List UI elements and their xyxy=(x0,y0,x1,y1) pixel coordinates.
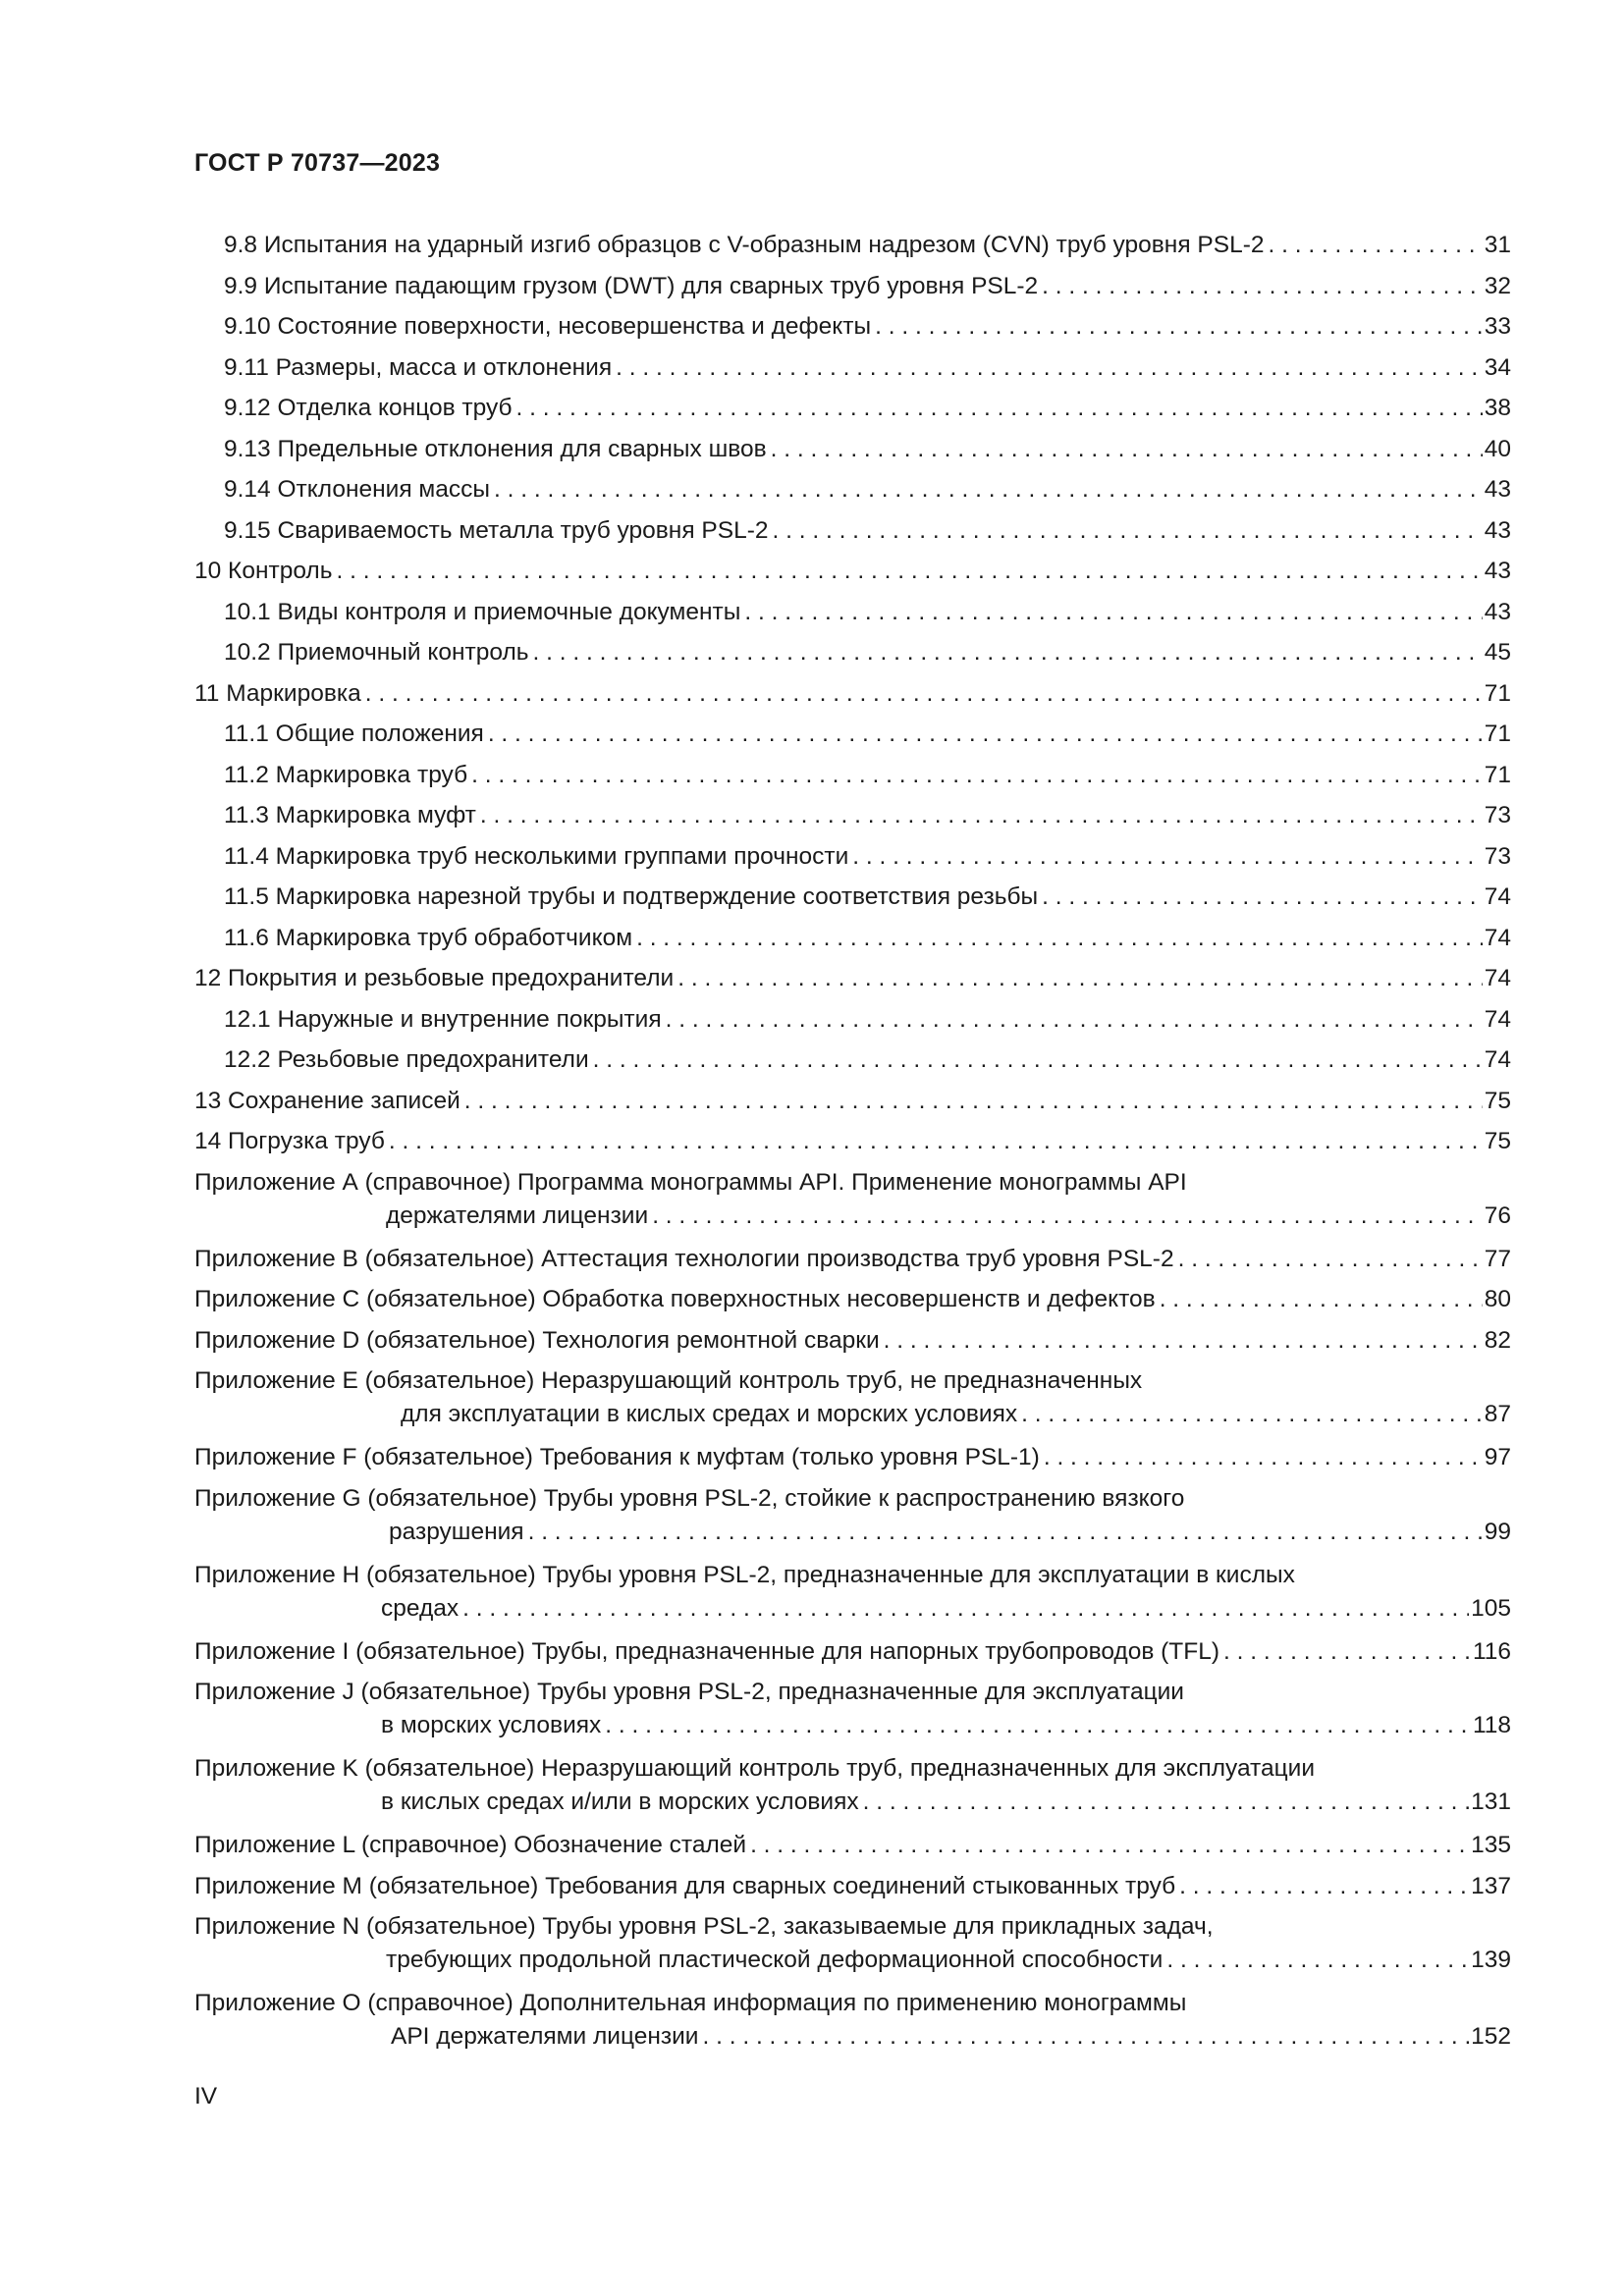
dot-leader xyxy=(533,632,1483,673)
dot-leader xyxy=(336,551,1482,592)
toc-annex-page: 135 xyxy=(1471,1832,1511,1858)
dot-leader xyxy=(616,347,1483,389)
toc-entry-page: 40 xyxy=(1484,435,1511,462)
toc-entry-page: 71 xyxy=(1484,679,1511,707)
toc-entry-page: 71 xyxy=(1484,721,1511,747)
toc-entry-title: 11.1 Общие положения xyxy=(224,721,484,747)
dot-leader xyxy=(652,1200,1483,1233)
dot-leader xyxy=(744,592,1482,633)
toc-entry[interactable] xyxy=(194,1121,1511,1162)
toc-annex-page: 116 xyxy=(1472,1637,1511,1665)
toc-entry-page: 32 xyxy=(1484,272,1511,299)
toc-entry[interactable] xyxy=(194,755,1511,796)
table-of-contents xyxy=(194,225,1511,2059)
toc-entry[interactable] xyxy=(194,225,1511,266)
toc-annex-title: Приложение А (справочное) Программа монограммы API. Применение монограммы API xyxy=(194,1168,1187,1196)
toc-entry[interactable] xyxy=(194,958,1511,999)
toc-annex-title: Приложение J (обязательное) Трубы уровня PSL-2, предназначенные для эксплуатации xyxy=(194,1679,1184,1705)
toc-annex-entry[interactable] xyxy=(194,1983,1511,2059)
toc-entry-title: 10.1 Виды контроля и приемочные документы xyxy=(224,598,741,625)
toc-entry-page: 74 xyxy=(1484,883,1511,910)
toc-entry-title: 9.15 Свариваемость металла труб уровня PSL-2 xyxy=(224,516,769,544)
dot-leader xyxy=(464,1081,1483,1122)
dot-leader xyxy=(516,388,1483,429)
toc-entry-page: 73 xyxy=(1484,842,1511,870)
toc-annex-title: Приложение I (обязательное) Трубы, предназначенные для напорных трубопроводов (TFL) xyxy=(194,1637,1220,1665)
toc-annex-entry[interactable] xyxy=(194,1239,1511,1280)
toc-entry-title: 14 Погрузка труб xyxy=(194,1128,385,1154)
toc-annex-page: 99 xyxy=(1484,1518,1511,1545)
toc-entry[interactable] xyxy=(194,714,1511,755)
dot-leader xyxy=(488,714,1483,755)
toc-entry-title: 9.12 Отделка концов труб xyxy=(224,395,513,421)
toc-entry-title: 11.6 Маркировка труб обработчиком xyxy=(224,924,633,951)
dot-leader xyxy=(1021,1398,1483,1431)
toc-annex-entry[interactable] xyxy=(194,1825,1511,1866)
toc-entry[interactable] xyxy=(194,1040,1511,1081)
toc-entry-title: 11.3 Маркировка муфт xyxy=(224,802,476,828)
toc-entry-title: 9.14 Отклонения массы xyxy=(224,476,490,503)
dot-leader xyxy=(1160,1279,1483,1320)
toc-entry-title: 9.13 Предельные отклонения для сварных швов xyxy=(224,435,767,462)
toc-entry-title: 11.5 Маркировка нарезной трубы и подтверждение соответствия резьбы xyxy=(224,883,1039,910)
toc-entry[interactable] xyxy=(194,266,1511,307)
toc-entry[interactable] xyxy=(194,877,1511,918)
page-number: IV xyxy=(194,2083,218,2109)
toc-entry[interactable] xyxy=(194,592,1511,633)
toc-annex-title: Приложение K (обязательное) Неразрушающий контроль труб, предназначенных для эксплуатации xyxy=(194,1755,1316,1782)
toc-entry[interactable] xyxy=(194,388,1511,429)
toc-entry[interactable] xyxy=(194,347,1511,389)
toc-annex-entry[interactable] xyxy=(194,1555,1511,1631)
dot-leader xyxy=(462,1592,1469,1626)
toc-annex-page: 80 xyxy=(1484,1286,1511,1312)
toc-entry-page: 34 xyxy=(1484,353,1511,381)
toc-entry[interactable] xyxy=(194,551,1511,592)
toc-entry[interactable] xyxy=(194,510,1511,552)
dot-leader xyxy=(528,1516,1483,1549)
toc-entry-title: 12.2 Резьбовые предохранители xyxy=(224,1046,589,1073)
toc-annex-entry[interactable] xyxy=(194,1361,1511,1437)
toc-entry-page: 74 xyxy=(1484,924,1511,951)
toc-annex-title: Приложение H (обязательное) Трубы уровня PSL-2, предназначенные для эксплуатации в кислых xyxy=(194,1561,1295,1588)
toc-entry-title: 9.9 Испытание падающим грузом (DWT) для сварных труб уровня PSL-2 xyxy=(224,272,1039,299)
dot-leader xyxy=(389,1121,1483,1162)
toc-entry-page: 75 xyxy=(1484,1087,1511,1114)
toc-annex-title-continued: для эксплуатации в кислых средах и морских условиях xyxy=(401,1401,1018,1427)
dot-leader xyxy=(1042,266,1483,307)
toc-entry-page: 75 xyxy=(1484,1128,1511,1154)
dot-leader xyxy=(1178,1239,1483,1280)
dot-leader xyxy=(702,2020,1469,2054)
toc-annex-page: 76 xyxy=(1484,1201,1511,1229)
toc-annex-title: Приложение D (обязательное) Технология ремонтной сварки xyxy=(194,1326,880,1354)
dot-leader xyxy=(1042,877,1483,918)
toc-entry-page: 43 xyxy=(1484,476,1511,503)
toc-annex-entry[interactable] xyxy=(194,1866,1511,1907)
toc-entry-page: 74 xyxy=(1484,1005,1511,1033)
toc-entry-title: 11.2 Маркировка труб xyxy=(224,761,468,788)
toc-annex-entry[interactable] xyxy=(194,1631,1511,1673)
toc-entry-page: 43 xyxy=(1484,516,1511,544)
dot-leader xyxy=(605,1709,1471,1742)
dot-leader xyxy=(494,469,1483,510)
dot-leader xyxy=(750,1825,1469,1866)
dot-leader xyxy=(365,673,1483,715)
dot-leader xyxy=(636,918,1483,959)
dot-leader xyxy=(771,429,1483,470)
toc-annex-title-continued: разрушения xyxy=(389,1518,524,1545)
toc-entry-title: 9.11 Размеры, масса и отклонения xyxy=(224,353,613,381)
toc-annex-page: 82 xyxy=(1484,1326,1511,1354)
dot-leader xyxy=(773,510,1483,552)
toc-annex-page: 77 xyxy=(1484,1245,1511,1272)
toc-annex-title: Приложение В (обязательное) Аттестация технологии производства труб уровня PSL-2 xyxy=(194,1245,1174,1272)
toc-annexes xyxy=(194,1162,1511,2060)
toc-entry-page: 43 xyxy=(1484,558,1511,584)
toc-entry-title: 10.2 Приемочный контроль xyxy=(224,639,529,666)
dot-leader xyxy=(884,1320,1483,1362)
toc-annex-page: 97 xyxy=(1484,1444,1511,1470)
toc-annex-title: Приложение О (справочное) Дополнительная информация по применению монограммы xyxy=(194,1990,1187,2016)
toc-annex-title-continued: в морских условиях xyxy=(381,1712,602,1738)
document-header: ГОСТ Р 70737—2023 xyxy=(194,149,441,177)
toc-annex-title: Приложение N (обязательное) Трубы уровня PSL-2, заказываемые для прикладных задач, xyxy=(194,1913,1214,1940)
toc-annex-title: Приложение M (обязательное) Требования для сварных соединений стыкованных труб xyxy=(194,1872,1176,1899)
dot-leader xyxy=(1268,225,1482,266)
dot-leader xyxy=(480,795,1483,836)
toc-annex-title-continued: средах xyxy=(381,1594,460,1622)
toc-entry-page: 43 xyxy=(1484,598,1511,625)
toc-entry-page: 71 xyxy=(1484,761,1511,788)
dot-leader xyxy=(666,999,1483,1041)
dot-leader xyxy=(863,1786,1469,1819)
toc-annex-entry[interactable] xyxy=(194,1437,1511,1478)
toc-annex-entry[interactable] xyxy=(194,1478,1511,1555)
toc-entry-title: 10 Контроль xyxy=(194,558,333,584)
toc-entry-page: 74 xyxy=(1484,965,1511,991)
toc-entry[interactable] xyxy=(194,999,1511,1041)
toc-annex-title: Приложение Е (обязательное) Неразрушающий контроль труб, не предназначенных xyxy=(194,1367,1143,1394)
toc-annex-title-continued: держателями лицензии xyxy=(386,1201,649,1229)
toc-annex-page: 131 xyxy=(1471,1789,1511,1815)
toc-entry[interactable] xyxy=(194,918,1511,959)
toc-entry-title: 13 Сохранение записей xyxy=(194,1087,460,1114)
toc-annex-entry[interactable] xyxy=(194,1672,1511,1748)
toc-entry[interactable] xyxy=(194,673,1511,715)
toc-annex-title-continued: API держателями лицензии xyxy=(391,2023,699,2050)
toc-annex-title-continued: в кислых средах и/или в морских условиях xyxy=(381,1789,859,1815)
toc-annex-title: Приложение С (обязательное) Обработка поверхностных несовершенств и дефектов xyxy=(194,1286,1156,1312)
toc-entry[interactable] xyxy=(194,1081,1511,1122)
dot-leader xyxy=(852,836,1482,878)
toc-entry-page: 73 xyxy=(1484,802,1511,828)
toc-annex-entry[interactable] xyxy=(194,1162,1511,1239)
toc-entry[interactable] xyxy=(194,469,1511,510)
toc-entry-title: 12 Покрытия и резьбовые предохранители xyxy=(194,965,675,991)
dot-leader xyxy=(1179,1866,1469,1907)
toc-annex-entry[interactable] xyxy=(194,1320,1511,1362)
toc-entry-title: 11 Маркировка xyxy=(194,679,361,707)
toc-annex-title: Приложение F (обязательное) Требования к муфтам (только уровня PSL-1) xyxy=(194,1444,1040,1470)
toc-entry-page: 31 xyxy=(1484,232,1511,258)
dot-leader xyxy=(677,958,1483,999)
toc-entry[interactable] xyxy=(194,306,1511,347)
toc-annex-page: 105 xyxy=(1471,1594,1511,1622)
toc-entry-page: 33 xyxy=(1484,313,1511,340)
toc-annex-page: 139 xyxy=(1471,1947,1511,1973)
toc-annex-page: 118 xyxy=(1472,1712,1511,1738)
toc-entry[interactable] xyxy=(194,632,1511,673)
toc-annex-entry[interactable] xyxy=(194,1279,1511,1320)
toc-annex-page: 137 xyxy=(1471,1872,1511,1899)
toc-annex-page: 152 xyxy=(1471,2023,1511,2050)
toc-annex-title-continued: требующих продольной пластической деформационной способности xyxy=(386,1947,1164,1973)
dot-leader xyxy=(471,755,1483,796)
toc-annex-entry[interactable] xyxy=(194,1906,1511,1983)
toc-annex-page: 87 xyxy=(1484,1401,1511,1427)
toc-annex-entry[interactable] xyxy=(194,1748,1511,1825)
dot-leader xyxy=(1223,1631,1471,1673)
dot-leader xyxy=(1044,1437,1483,1478)
toc-annex-title: Приложение L (справочное) Обозначение сталей xyxy=(194,1832,747,1858)
toc-entry-title: 11.4 Маркировка труб несколькими группами прочности xyxy=(224,842,849,870)
dot-leader xyxy=(1166,1944,1469,1977)
toc-annex-title: Приложение G (обязательное) Трубы уровня PSL-2, стойкие к распространению вязкого xyxy=(194,1484,1185,1512)
toc-entry-title: 9.8 Испытания на ударный изгиб образцов с V-образным надрезом (CVN) труб уровня PSL-2 xyxy=(224,232,1265,258)
toc-entry-page: 74 xyxy=(1484,1046,1511,1073)
toc-entry-title: 12.1 Наружные и внутренние покрытия xyxy=(224,1005,662,1033)
toc-entry-title: 9.10 Состояние поверхности, несовершенства и дефекты xyxy=(224,313,872,340)
toc-entry[interactable] xyxy=(194,836,1511,878)
toc-entries xyxy=(194,225,1511,1162)
toc-entry[interactable] xyxy=(194,795,1511,836)
toc-entry[interactable] xyxy=(194,429,1511,470)
toc-entry-page: 45 xyxy=(1484,639,1511,666)
dot-leader xyxy=(875,306,1483,347)
dot-leader xyxy=(593,1040,1483,1081)
toc-entry-page: 38 xyxy=(1484,395,1511,421)
